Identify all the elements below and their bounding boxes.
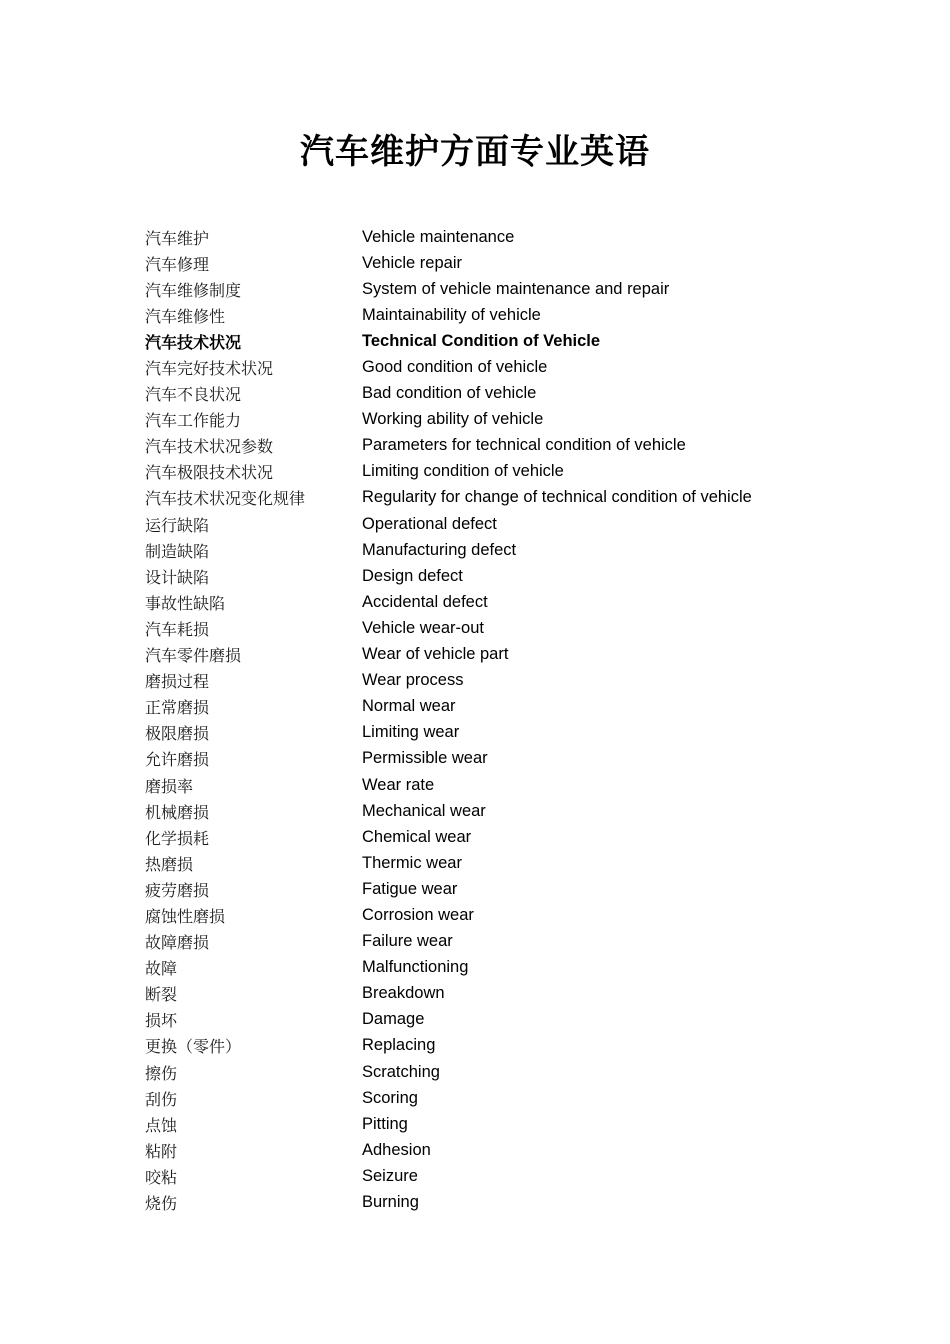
english-term: Corrosion wear xyxy=(362,905,474,924)
chinese-term: 损坏 xyxy=(145,1011,178,1031)
chinese-term: 更换（零件） xyxy=(145,1037,242,1057)
english-term: Vehicle repair xyxy=(362,253,462,272)
chinese-term: 正常磨损 xyxy=(145,698,210,718)
chinese-term: 磨损过程 xyxy=(145,672,210,692)
english-term: Limiting wear xyxy=(362,723,460,742)
glossary-row xyxy=(145,1007,835,1033)
glossary-row xyxy=(145,407,835,433)
glossary-row xyxy=(145,694,835,720)
chinese-term: 允许磨损 xyxy=(145,750,210,770)
glossary-row xyxy=(145,589,835,615)
glossary-row xyxy=(145,354,835,380)
glossary-row xyxy=(145,772,835,798)
english-term: Permissible wear xyxy=(362,749,488,768)
glossary-row xyxy=(145,328,835,354)
english-term: Bad condition of vehicle xyxy=(362,384,537,403)
glossary-row xyxy=(145,746,835,772)
glossary-row xyxy=(145,1137,835,1163)
english-term: Vehicle wear-out xyxy=(362,618,484,637)
glossary-row xyxy=(145,1085,835,1111)
chinese-term: 事故性缺陷 xyxy=(145,593,226,613)
chinese-term: 汽车技术状况参数 xyxy=(145,437,274,457)
english-term: Working ability of vehicle xyxy=(362,410,544,429)
glossary-row xyxy=(145,642,835,668)
chinese-term: 化学损耗 xyxy=(145,828,210,848)
glossary-row xyxy=(145,981,835,1007)
glossary-row xyxy=(145,798,835,824)
english-term: Wear process xyxy=(362,671,464,690)
chinese-term: 烧伤 xyxy=(145,1194,178,1214)
chinese-term: 擦伤 xyxy=(145,1063,178,1083)
chinese-term: 汽车完好技术状况 xyxy=(145,359,274,379)
english-term: Wear of vehicle part xyxy=(362,645,509,664)
chinese-term: 极限磨损 xyxy=(145,724,210,744)
english-term: Scoring xyxy=(362,1088,418,1107)
glossary-row xyxy=(145,1111,835,1137)
english-term: Thermic wear xyxy=(362,853,462,872)
chinese-term: 咬粘 xyxy=(145,1167,178,1187)
english-term: Wear rate xyxy=(362,775,435,794)
glossary-row xyxy=(145,1059,835,1085)
glossary-row xyxy=(145,433,835,459)
english-term: Design defect xyxy=(362,566,463,585)
chinese-term: 粘附 xyxy=(145,1141,178,1161)
page-title: 汽车维护方面专业英语 xyxy=(300,132,650,172)
glossary-row xyxy=(145,824,835,850)
english-term: Vehicle maintenance xyxy=(362,227,515,246)
chinese-term: 汽车工作能力 xyxy=(145,411,242,431)
chinese-term: 汽车零件磨损 xyxy=(145,646,242,666)
glossary-row xyxy=(145,1189,835,1215)
english-term: Accidental defect xyxy=(362,592,488,611)
english-term: Failure wear xyxy=(362,932,453,951)
chinese-term: 故障磨损 xyxy=(145,933,210,953)
chinese-term: 汽车维修性 xyxy=(145,306,226,326)
english-term: Scratching xyxy=(362,1062,440,1081)
chinese-term: 断裂 xyxy=(145,985,178,1005)
glossary-row xyxy=(145,1163,835,1189)
english-term: Good condition of vehicle xyxy=(362,358,548,377)
chinese-term: 热磨损 xyxy=(145,854,194,874)
chinese-term: 疲劳磨损 xyxy=(145,880,210,900)
glossary-row xyxy=(145,302,835,328)
glossary-row xyxy=(145,955,835,981)
english-term: Adhesion xyxy=(362,1140,431,1159)
glossary-row xyxy=(145,668,835,694)
chinese-term: 汽车极限技术状况 xyxy=(145,463,274,483)
english-term: Regularity for change of technical condition of vehicle xyxy=(362,488,752,507)
english-term: Manufacturing defect xyxy=(362,540,517,559)
chinese-term: 制造缺陷 xyxy=(145,541,210,561)
glossary-row xyxy=(145,720,835,746)
glossary-row xyxy=(145,276,835,302)
glossary-row xyxy=(145,902,835,928)
english-term: Normal wear xyxy=(362,697,456,716)
chinese-term: 汽车技术状况变化规律 xyxy=(145,489,306,509)
english-term: System of vehicle maintenance and repair xyxy=(362,279,670,298)
chinese-term: 点蚀 xyxy=(145,1115,178,1135)
chinese-term: 运行缺陷 xyxy=(145,515,210,535)
glossary-row xyxy=(145,929,835,955)
english-term: Maintainability of vehicle xyxy=(362,305,541,324)
glossary-list xyxy=(145,224,835,1216)
chinese-term: 故障 xyxy=(145,959,178,979)
chinese-term: 磨损率 xyxy=(145,776,194,796)
english-term: Damage xyxy=(362,1010,425,1029)
english-term: Seizure xyxy=(362,1166,418,1185)
english-term: Chemical wear xyxy=(362,827,472,846)
chinese-term: 机械磨损 xyxy=(145,802,210,822)
english-term: Parameters for technical condition of vehicle xyxy=(362,436,686,455)
glossary-row xyxy=(145,615,835,641)
chinese-term: 汽车维修制度 xyxy=(145,280,242,300)
glossary-row xyxy=(145,224,835,250)
chinese-term: 汽车维护 xyxy=(145,228,210,248)
english-term: Burning xyxy=(362,1193,419,1212)
english-term: Malfunctioning xyxy=(362,958,469,977)
glossary-row xyxy=(145,459,835,485)
glossary-row xyxy=(145,563,835,589)
english-term: Fatigue wear xyxy=(362,879,458,898)
glossary-row xyxy=(145,485,835,511)
chinese-term: 汽车不良状况 xyxy=(145,385,242,405)
glossary-row xyxy=(145,876,835,902)
chinese-term: 汽车修理 xyxy=(145,254,210,274)
english-term: Breakdown xyxy=(362,984,445,1003)
glossary-row xyxy=(145,537,835,563)
glossary-row xyxy=(145,511,835,537)
english-term: Pitting xyxy=(362,1114,408,1133)
english-term: Replacing xyxy=(362,1036,436,1055)
chinese-term: 汽车耗损 xyxy=(145,619,210,639)
chinese-term: 腐蚀性磨损 xyxy=(145,906,226,926)
english-term: Limiting condition of vehicle xyxy=(362,462,564,481)
chinese-term: 设计缺陷 xyxy=(145,567,210,587)
glossary-row xyxy=(145,250,835,276)
glossary-row xyxy=(145,1033,835,1059)
glossary-row xyxy=(145,381,835,407)
chinese-term: 刮伤 xyxy=(145,1089,178,1109)
english-term: Operational defect xyxy=(362,514,497,533)
chinese-term: 汽车技术状况 xyxy=(145,332,242,352)
english-term: Technical Condition of Vehicle xyxy=(362,331,601,350)
english-term: Mechanical wear xyxy=(362,801,486,820)
glossary-row xyxy=(145,850,835,876)
